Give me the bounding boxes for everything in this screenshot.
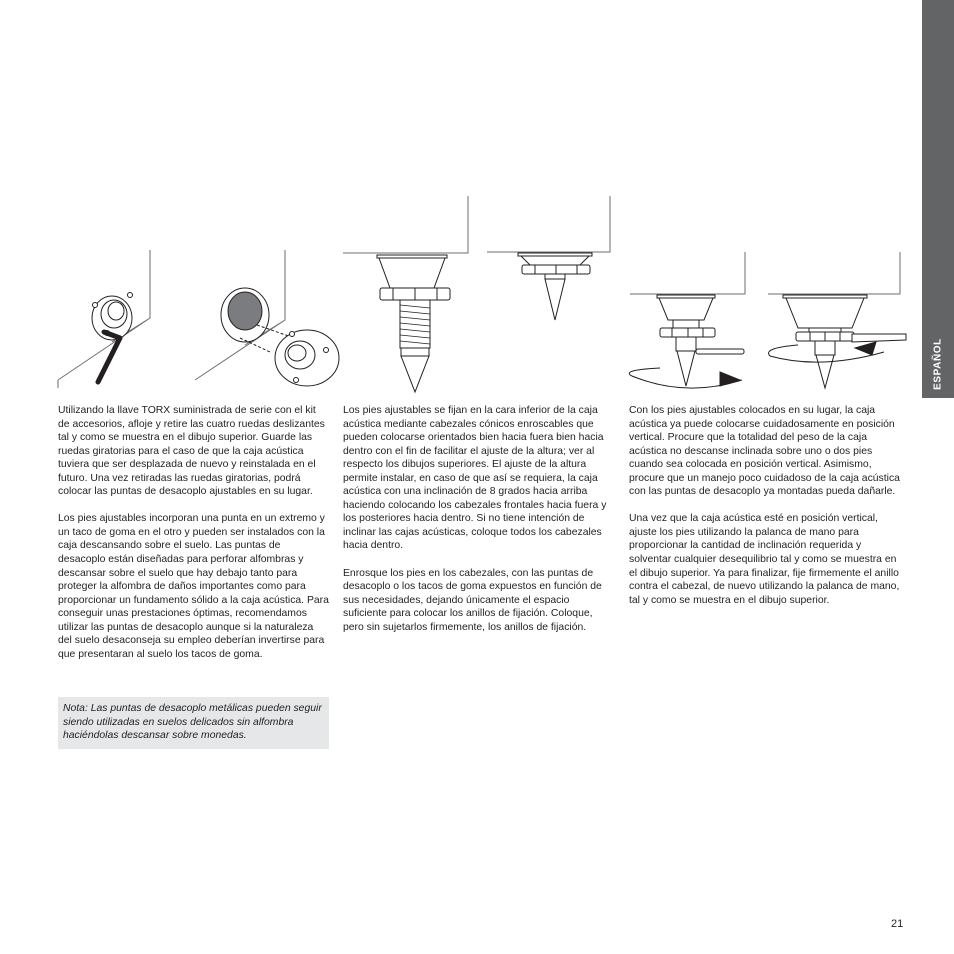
lever-height-adjust-illustration (629, 252, 745, 388)
text-column-3 (629, 404, 901, 621)
spike-foot-extended-illustration (343, 196, 468, 392)
text-column-2 (343, 404, 615, 648)
language-tab-label: ESPAÑOL (932, 338, 944, 390)
note-box: Nota: Las puntas de desacoplo metálicas pueden seguir siendo utilizadas en suelos delicados sin alfombra haciéndolas descansar sobre monedas. (58, 697, 329, 749)
paragraph-conical-mounts: Los pies ajustables se fijan en la cara inferior de la caja acústica mediante cabezales cónicos enroscables que pueden colocarse orientados bien hacia fuera bien hacia dentro con el fin de facilitar el ajuste de la altura; ver al respecto los dibujos superiores. El ajuste de la altura permite instalar, en caso de que así se requiera, la caja acústica con una inclinación de 8 grados hacia arriba haciendo colocando los cabezales frontales hacia fuera y los posteriores hacia dentro. Si no tiene intención de inclinar las cajas acústicas, coloque todos los cabezales hacia dentro. (343, 405, 607, 552)
page-number: 21 (891, 918, 904, 930)
spike-foot-retracted-illustration (487, 196, 610, 320)
text-column-1 (58, 404, 330, 675)
lever-lock-ring-illustration (768, 252, 906, 388)
paragraph-castor-removal: Utilizando la llave TORX suministrada de serie con el kit de accesorios, afloje y retire las cuatro ruedas deslizantes tal y como se muestra en el dibujo superior. Guarde las ruedas giratorias para el caso de que la caja acústica tuviera que ser desplazada de nuevo y reinstalada en el futuro. Una vez retiradas las ruedas giratorias, podrá colocar las puntas de desacoplo ajustables en su lugar. (58, 405, 325, 498)
paragraph-screw-feet: Enrosque los pies en los cabezales, con las puntas de desacoplo o los tacos de goma expuestos en función de sus necesidades, dejando únicamente el espacio suficiente para colocar los anillos de fijación. Coloque, pero sin sujetarlos firmemente, los anillos de fijación. (343, 567, 602, 633)
castor-detached-illustration (195, 250, 339, 386)
paragraph-adjust-lever: Una vez que la caja acústica esté en posición vertical, ajuste los pies utilizando la palanca de mano para proporcionar la cantidad de inclinación requerida y solventar cualquier desequilibrio tal y como se muestra en el dibujo superior. Ya para finalizar, fije firmemente el anillo contra el cabezal, de nuevo utilizando la palanca de mano, tal y como se muestra en el dibujo superior. (629, 513, 900, 606)
paragraph-spikes-info: Los pies ajustables incorporan una punta en un extremo y un taco de goma en el otro y pueden ser instalados con la caja descansando sobre el suelo. Las puntas de desacoplo están diseñadas para perforar alfombras y descansar sobre el suelo que hay debajo tanto para proteger la alfombra de daños importantes como para proporcionar un fundamento sólido a la caja acústica. Para conseguir unas prestaciones óptimas, recomendamos utilizar las puntas de desacoplo aunque si la naturaleza del suelo desaconseja su empleo deberían invertirse para que presentaran al suelo los tacos de goma. (58, 513, 329, 660)
castor-removal-illustration (58, 250, 150, 388)
paragraph-upright-position: Con los pies ajustables colocados en su lugar, la caja acústica ya puede colocarse cuidadosamente en posición vertical. Procure que la totalidad del peso de la caja acústica no descanse inclinada sobre uno o dos pies cuando sea colocada en posición vertical. Asimismo, procure que un manejo poco cuidadoso de la caja acústica con las puntas de desacoplo ya montadas pueda dañarle. (629, 405, 900, 498)
installation-illustrations (0, 0, 954, 400)
